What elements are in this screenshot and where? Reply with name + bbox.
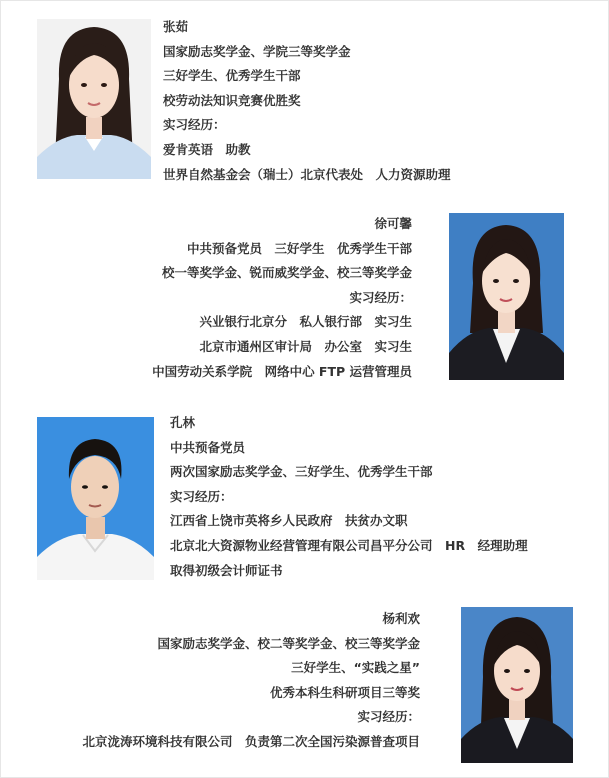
profile-line: 三好学生、“实践之星”: [291, 660, 420, 676]
profile-line: 校一等奖学金、锐而威奖学金、校三等奖学金: [161, 265, 412, 281]
profile-line: 中共预备党员 三好学生 优秀学生干部: [186, 240, 412, 256]
profile-text-yang-lihuan: [82, 607, 420, 755]
profile-line: 爱肯英语 助教: [163, 141, 251, 157]
profile-line: 北京泷涛环境科技有限公司 负责第二次全国污染源普查项目: [82, 733, 420, 749]
profile-line: 国家励志奖学金、校二等奖学金、校三等奖学金: [157, 635, 420, 651]
profile-text-kong-lin: [170, 411, 528, 583]
profile-line: 兴业银行北京分 私人银行部 实习生: [199, 314, 412, 330]
profile-line: 北京北大资源物业经营管理有限公司昌平分公司 HR 经理助理: [170, 537, 528, 553]
profile-line: 中国劳动关系学院 网络中心 FTP 运营管理员: [152, 363, 412, 379]
profile-photo-kong-lin: [37, 417, 154, 580]
profile-line: 实习经历：: [163, 117, 226, 133]
profile-name: 孔林: [170, 415, 196, 430]
profile-line: 取得初级会计师证书: [170, 562, 283, 578]
profile-line: 世界自然基金会（瑞士）北京代表处 人力资源助理: [163, 166, 451, 182]
profile-line: 实习经历：: [357, 709, 420, 725]
profile-photo-xu-kexin: [449, 213, 564, 380]
profile-line: 国家励志奖学金、学院三等奖学金: [163, 43, 351, 59]
profile-line: 中共预备党员: [170, 439, 246, 455]
profile-line: 校劳动法知识竞赛优胜奖: [163, 92, 301, 108]
profile-line: 北京市通州区审计局 办公室 实习生: [199, 338, 412, 354]
profile-line: 两次国家励志奖学金、三好学生、优秀学生干部: [170, 464, 433, 480]
profile-photo-zhang-ru: [37, 19, 151, 179]
profile-text-zhang-ru: [163, 15, 451, 187]
profile-line: 江西省上饶市英将乡人民政府 扶贫办文职: [170, 513, 408, 529]
profile-line: 实习经历：: [349, 289, 412, 305]
profile-name: 徐可馨: [374, 216, 412, 231]
profile-name: 张茹: [163, 19, 189, 34]
profile-name: 杨利欢: [382, 611, 420, 626]
profile-line: 实习经历：: [170, 488, 233, 504]
profile-line: 优秀本科生科研项目三等奖: [269, 684, 420, 700]
profile-photo-yang-lihuan: [461, 607, 573, 763]
profile-line: 三好学生、优秀学生干部: [163, 68, 301, 84]
profile-text-xu-kexin: [152, 212, 412, 384]
